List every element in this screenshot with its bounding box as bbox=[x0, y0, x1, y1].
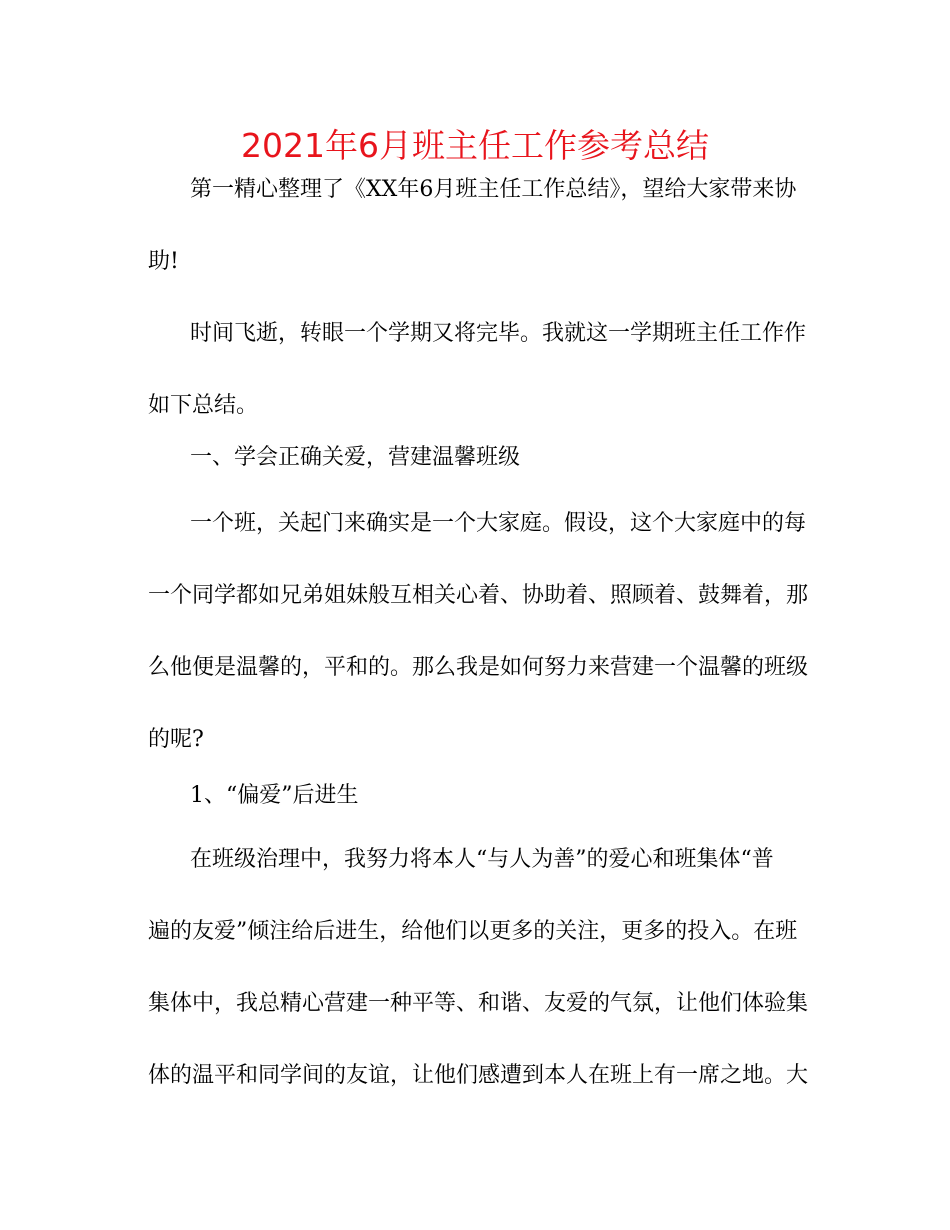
paragraph-line: 一个同学都如兄弟姐妹般互相关心着、协助着、照顾着、鼓舞着，那 bbox=[148, 583, 809, 608]
paragraph-line: 体的温平和同学间的友谊，让他们感遭到本人在班上有一席之地。大 bbox=[148, 1063, 809, 1088]
document-title: 2021年6月班主任工作参考总结 bbox=[241, 126, 709, 165]
paragraph-line: 的呢? bbox=[148, 727, 204, 752]
paragraph-line: 集体中，我总精心营建一种平等、和谐、友爱的气氛，让他们体验集 bbox=[148, 991, 809, 1016]
paragraph-line: 一个班，关起门来确实是一个大家庭。假设，这个大家庭中的每 bbox=[190, 511, 807, 536]
paragraph-line: 么他便是温馨的，平和的。那么我是如何努力来营建一个温馨的班级 bbox=[148, 655, 809, 680]
paragraph-line: 在班级治理中，我努力将本人“与人为善”的爱心和班集体“普 bbox=[190, 847, 774, 872]
section-heading: 一、学会正确关爱，营建温馨班级 bbox=[190, 445, 521, 470]
paragraph-line: 时间飞逝，转眼一个学期又将完毕。我就这一学期班主任工作作 bbox=[190, 321, 807, 346]
paragraph-line: 助! bbox=[148, 249, 179, 274]
paragraph-line: 如下总结。 bbox=[148, 393, 259, 418]
subsection-heading: 1、“偏爱”后进生 bbox=[190, 783, 359, 808]
paragraph-line: 遍的友爱”倾注给后进生，给他们以更多的关注，更多的投入。在班 bbox=[148, 919, 798, 944]
paragraph-line: 第一精心整理了《XX年6月班主任工作总结》，望给大家带来协 bbox=[190, 177, 797, 202]
